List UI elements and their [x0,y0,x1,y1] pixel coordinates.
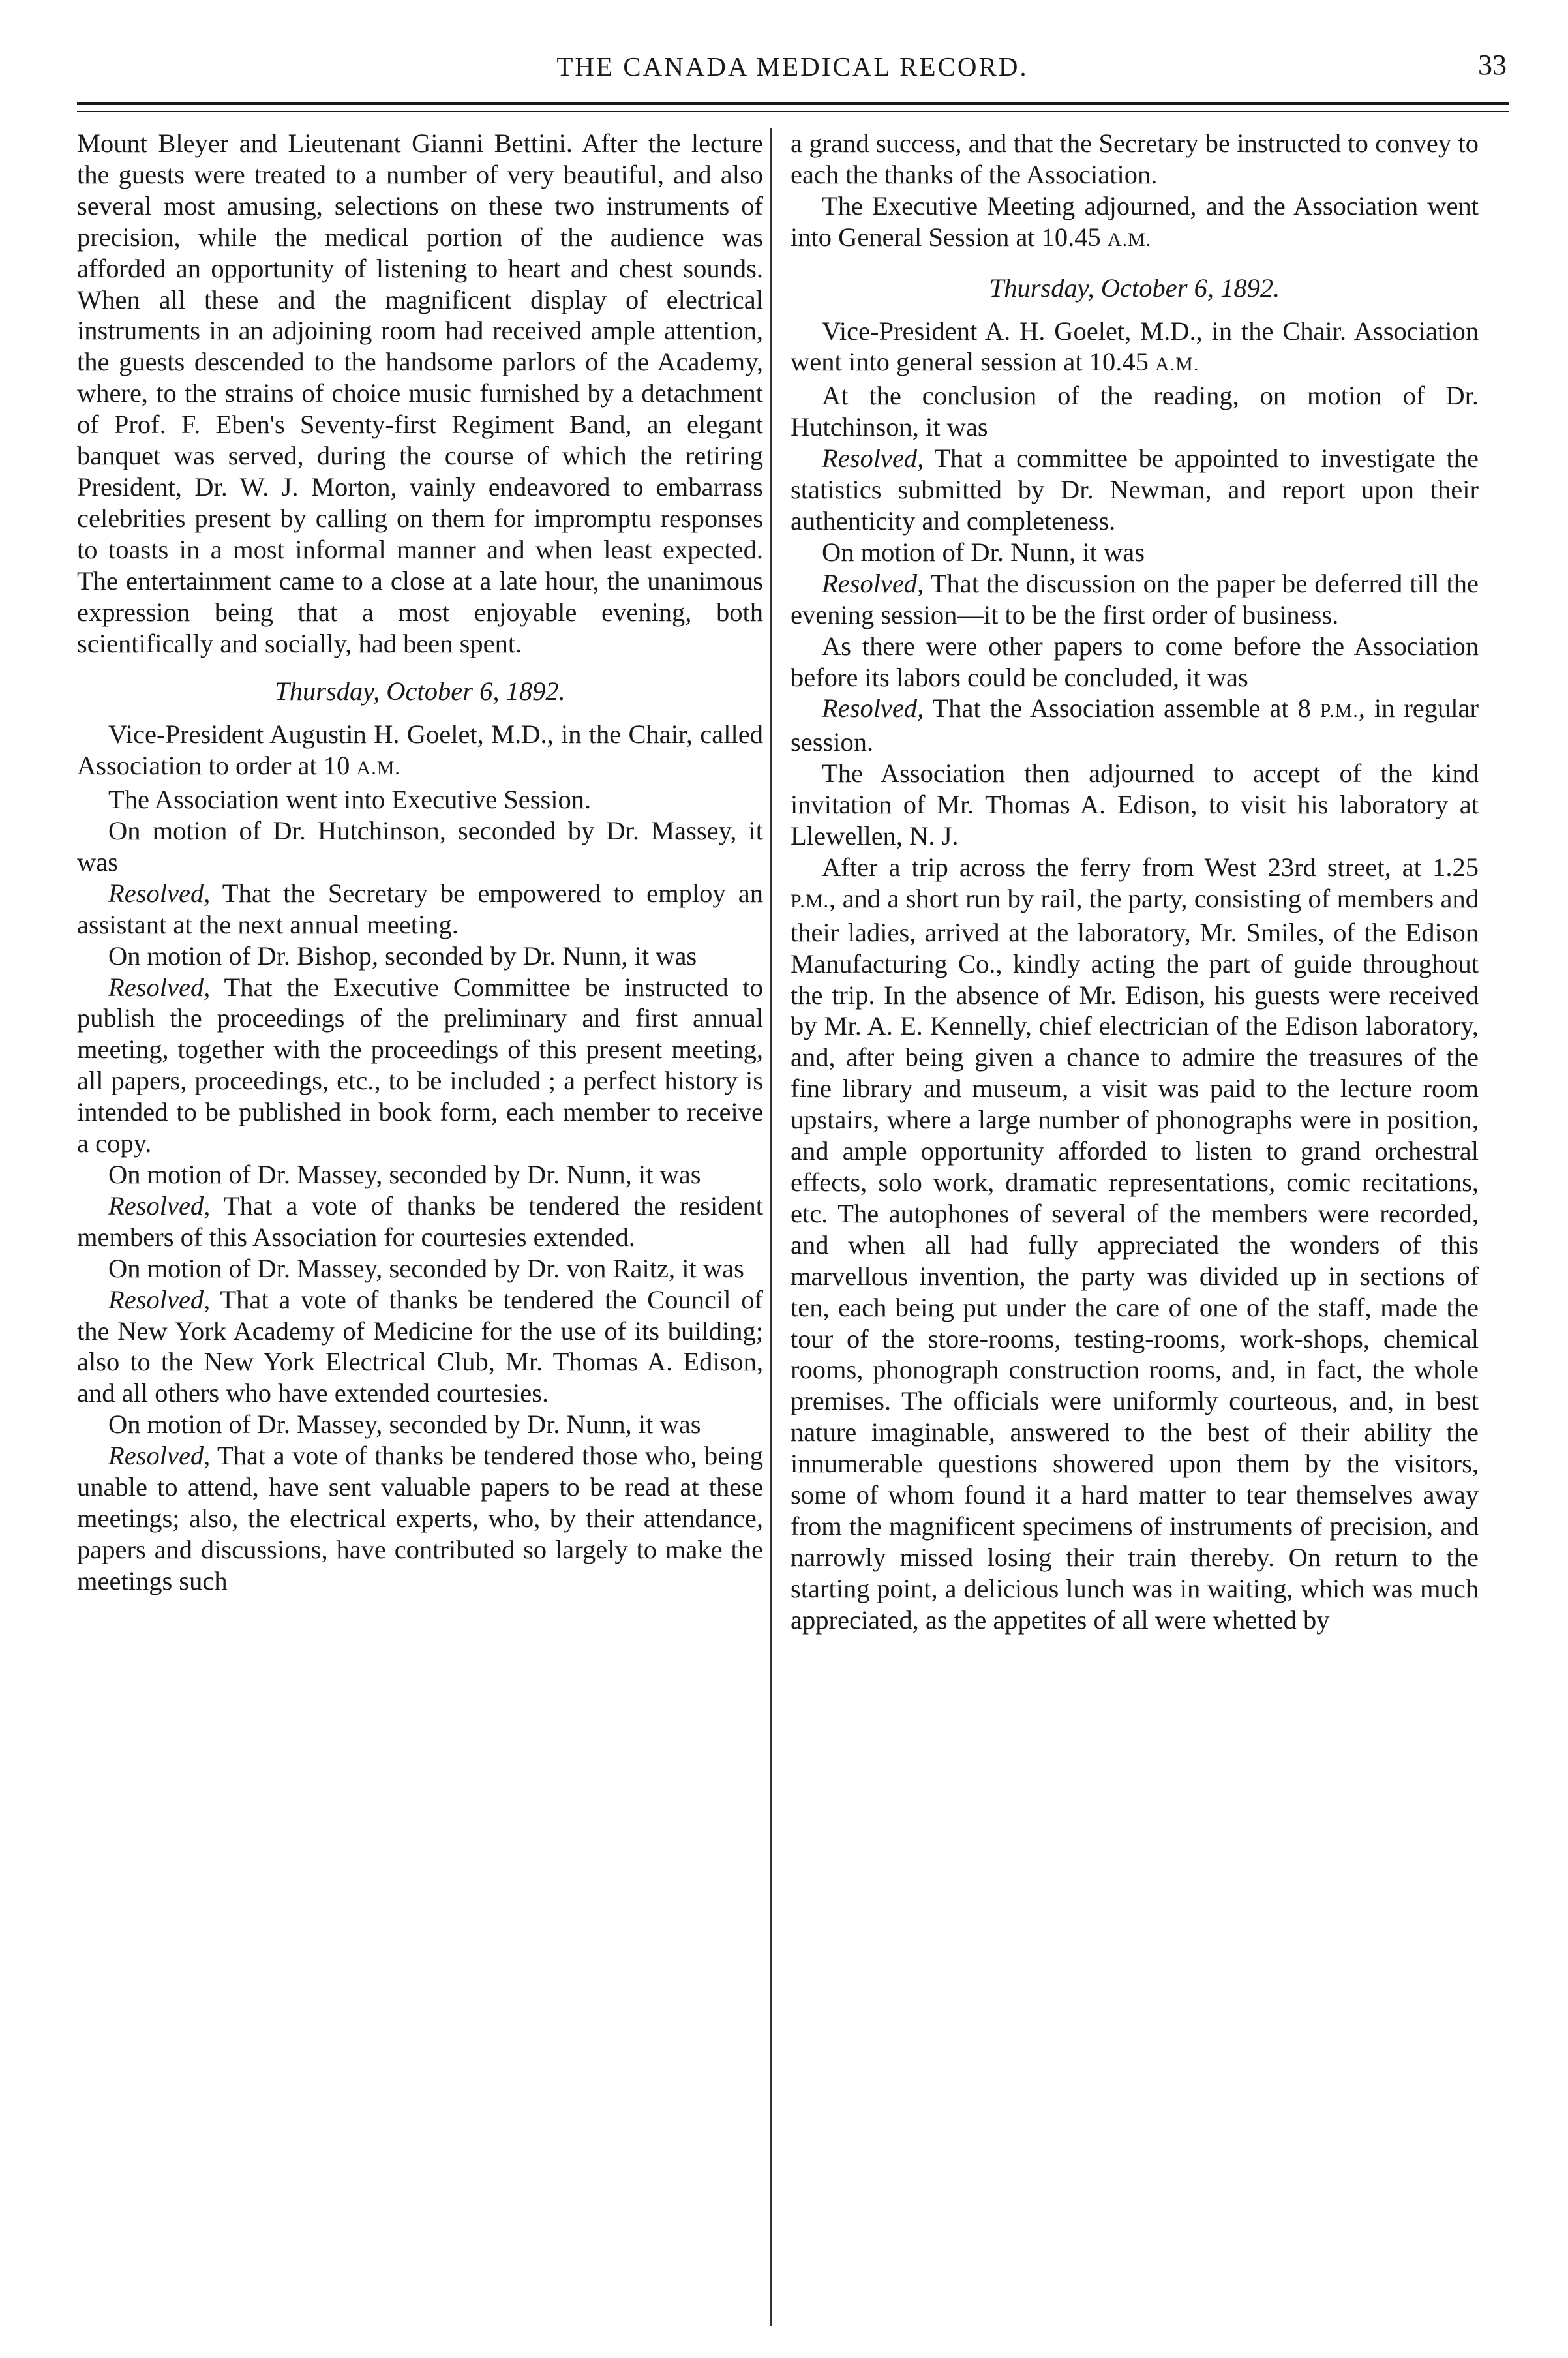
paragraph: The Executive Meeting adjourned, and the Association went into General Session at 10.45 A.M. [791,190,1479,252]
right-column [791,128,1479,2326]
paragraph: On motion of Dr. Massey, seconded by Dr. von Raitz, it was [108,1253,744,1283]
left-column [77,128,763,2326]
paragraph: Mount Bleyer and Lieutenant Gianni Bettini. After the lecture the guests were treated to a number of very beautiful, and also several most amusing, selections on these two instruments of precision, while the medical portion of the audience was afforded an opportunity of listening to heart and chest sounds. When all these and the magnificent display of electrical instruments in an adjoining room had received ample attention, the guests descended to the handsome parlors of the Academy, where, to the strains of choice music furnished by a detachment of Prof. F. Eben's Seventy-first Regiment Band, an elegant banquet was served, during the course of which the retiring President, Dr. W. J. Morton, vainly endeavored to embarrass celebrities present by calling on them for impromptu responses to toasts in a most informal manner and when least expected. The entertainment came to a close at a late hour, the unanimous expression being that a most enjoyable evening, both scientifically and socially, had been spent. [77,128,763,658]
paragraph: As there were other papers to come before the Association before its labors could be concluded, it was [791,631,1479,692]
paragraph: On motion of Dr. Bishop, seconded by Dr. Nunn, it was [108,941,697,971]
paragraph: Vice-President Augustin H. Goelet, M.D., in the Chair, called Association to order at 10 A.M. [77,719,763,781]
paragraph: The Association went into Executive Session. [108,785,592,815]
paragraph: a grand success, and that the Secretary be instructed to convey to each the thanks of the Association. [791,128,1479,189]
paragraph: The Association then adjourned to accept of the kind invitation of Mr. Thomas A. Edison, to visit his laboratory at Llewellen, N. J. [791,759,1479,851]
resolution: Resolved, That a vote of thanks be tendered the resident members of this Association for courtesies extended. [77,1190,763,1252]
paragraph: On motion of Dr. Massey, seconded by Dr. Nunn, it was [108,1410,701,1440]
date-heading: Thursday, October 6, 1892. [275,676,565,706]
column-divider [770,128,772,2326]
resolution: Resolved, That the Secretary be empowered to employ an assistant at the next annual meeting. [77,878,763,939]
resolution: Resolved, That the discussion on the paper be deferred till the evening session—it to be the first order of business. [791,568,1479,629]
paragraph: Vice-President A. H. Goelet, M.D., in the Chair. Association went into general session at 10.45 A.M. [791,316,1479,377]
date-heading: Thursday, October 6, 1892. [989,273,1280,303]
header-rule-thick [77,102,1509,105]
paragraph: On motion of Dr. Nunn, it was [822,537,1145,567]
resolution: Resolved, That the Executive Committee be instructed to publish the proceedings of the preliminary and first annual meeting, together with the proceedings of this present meeting, all papers, proceedings, etc., to be included ; a perfect history is intended to be published in book form, each member to receive a copy. [77,972,763,1158]
page-number: 33 [1478,49,1507,81]
header-rule-thin [77,111,1509,112]
resolution: Resolved, That the Association assemble at 8 P.M., in regular session. [791,693,1479,757]
paragraph: After a trip across the ferry from West 23rd street, at 1.25 P.M., and a short run by rail, the party, consisting of members and their ladies, arrived at the laboratory, Mr. Smiles, of the Edison Manufacturing Co., kindly acting the part of guide throughout the trip. In the absence of Mr. Edison, his guests were received by Mr. A. E. Kennelly, chief electrician of the Edison laboratory, and, after being given a chance to admire the treasures of the fine library and museum, a visit was paid to the lecture room upstairs, where a large number of phonographs were in position, and ample opportunity afforded to listen to grand orchestral effects, solo work, dramatic representations, comic recitations, etc. The autophones of several of the members were recorded, and when all had fully appreciated the wonders of this marvellous invention, the party was divided up in sections of ten, each being put under the care of one of the staff, made the tour of the store-rooms, testing-rooms, work-shops, chemical rooms, phonograph construction rooms, and, in fact, the whole premises. The officials were uniformly courteous, and, in best nature imaginable, answered to the best of their ability the innumerable questions showered upon them by the visitors, some of whom found it a hard matter to tear themselves away from the magnificent specimens of instruments of precision, and narrowly missed losing their train thereby. On return to the starting point, a delicious lunch was in waiting, which was much appreciated, as the appetites of all were whetted by [791,852,1479,1635]
running-title: THE CANADA MEDICAL RECORD. [556,52,1029,82]
resolution: Resolved, That a vote of thanks be tendered those who, being unable to attend, have sent valuable papers to be read at these meetings; also, the electrical experts, who, by their attendance, papers and discussions, have contributed so largely to make the meetings such [77,1441,763,1595]
resolution: Resolved, That a vote of thanks be tendered the Council of the New York Academy of Medicine for the use of its building; also to the New York Electrical Club, Mr. Thomas A. Edison, and all others who have extended courtesies. [77,1284,763,1408]
paragraph: On motion of Dr. Massey, seconded by Dr. Nunn, it was [108,1160,701,1189]
paragraph: On motion of Dr. Hutchinson, seconded by Dr. Massey, it was [77,816,763,877]
paragraph: At the conclusion of the reading, on motion of Dr. Hutchinson, it was [791,381,1479,442]
resolution: Resolved, That a committee be appointed to investigate the statistics submitted by Dr. Newman, and report upon their authenticity and completeness. [791,444,1479,536]
page-header [78,46,1507,98]
